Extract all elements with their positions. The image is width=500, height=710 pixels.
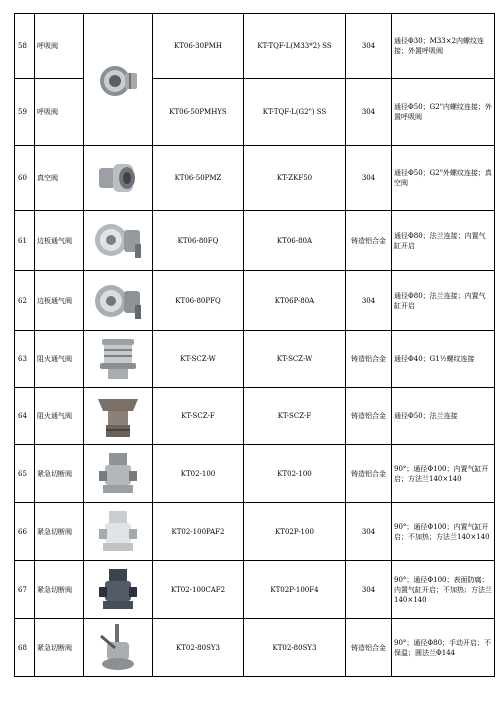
row-number: 63 [15,331,35,388]
product-code: KT02-80SY3 [244,619,346,677]
specification: 90°；通径Φ100；内置气缸开启；方法兰140×140 [392,445,495,503]
material: 铸造铝合金 [346,619,392,677]
specification: 通径Φ30；M33×2内螺纹连接；外置呼吸阀 [392,14,495,79]
specification: 通径Φ50；G2"外螺纹连接；真空阀 [392,146,495,211]
product-name: 呼吸阀 [35,14,84,79]
specification: 通径Φ80；法兰连接；内置气缸开启 [392,271,495,331]
product-code: KT06-80A [244,211,346,271]
table-row [15,211,495,271]
model-number: KT06-50PMHYS [153,79,244,146]
material: 304 [346,14,392,79]
vacuum-valve-photo [84,146,153,211]
material: 304 [346,146,392,211]
row-number: 66 [15,503,35,561]
row-number: 60 [15,146,35,211]
flame-arrester-photo [84,331,153,388]
model-number: KT06-30PMH [153,14,244,79]
specification: 通径Φ40；G1½螺纹连接 [392,331,495,388]
material: 铸造铝合金 [346,388,392,445]
model-number: KT02-80SY3 [153,619,244,677]
side-vent-valve-photo [84,211,153,271]
breather-valve-photo [84,14,153,146]
product-code: KT02P-100 [244,503,346,561]
product-code: KT-ZKF50 [244,146,346,211]
product-code: KT-TQF-L(M33*2) SS [244,14,346,79]
model-number: KT02-100 [153,445,244,503]
model-number: KT06-80FQ [153,211,244,271]
row-number: 64 [15,388,35,445]
row-number: 68 [15,619,35,677]
model-number: KT06-80PFQ [153,271,244,331]
table-row [15,619,495,677]
row-number: 61 [15,211,35,271]
product-code: KT-SCZ-W [244,331,346,388]
table-row [15,271,495,331]
product-name: 阻火通气阀 [35,331,84,388]
material: 铸造铝合金 [346,331,392,388]
material: 304 [346,503,392,561]
emergency-valve-dark-photo [84,561,153,619]
row-number: 62 [15,271,35,331]
material: 304 [346,271,392,331]
flame-arrester-cap-photo [84,388,153,445]
row-number: 59 [15,79,35,146]
material: 304 [346,561,392,619]
specification: 通径Φ80；法兰连接；内置气缸开启 [392,211,495,271]
side-vent-valve-photo [84,271,153,331]
product-code: KT06P-80A [244,271,346,331]
model-number: KT-SCZ-W [153,331,244,388]
product-name: 边板通气阀 [35,271,84,331]
row-number: 67 [15,561,35,619]
product-code: KT-SCZ-F [244,388,346,445]
table-row [15,388,495,445]
table-row [15,561,495,619]
table-row [15,146,495,211]
model-number: KT-SCZ-F [153,388,244,445]
product-name: 紧急切断阀 [35,619,84,677]
product-name: 边板通气阀 [35,211,84,271]
specification: 通径Φ50；G2"内螺纹连接；外置呼吸阀 [392,79,495,146]
table-row [15,445,495,503]
emergency-valve-photo [84,445,153,503]
product-name: 紧急切断阀 [35,445,84,503]
specification: 通径Φ50；法兰连接 [392,388,495,445]
material: 铸造铝合金 [346,445,392,503]
product-code: KT-TQF-L(G2") SS [244,79,346,146]
product-code: KT02P-100F4 [244,561,346,619]
row-number: 65 [15,445,35,503]
material: 铸造铝合金 [346,211,392,271]
model-number: KT06-50PMZ [153,146,244,211]
specification: 90°；通径Φ100；内置气缸开启；不加热；方法兰140×140 [392,503,495,561]
emergency-valve-photo [84,503,153,561]
manual-valve-photo [84,619,153,677]
product-name: 紧急切断阀 [35,503,84,561]
product-name: 真空阀 [35,146,84,211]
product-name: 紧急切断阀 [35,561,84,619]
product-table-sheet [14,13,495,677]
model-number: KT02-100PAF2 [153,503,244,561]
table-row [15,331,495,388]
specification: 90°；通径Φ80；手动开启；不保温；圆法兰Φ144 [392,619,495,677]
row-number: 58 [15,14,35,79]
product-table [14,13,495,677]
product-name: 呼吸阀 [35,79,84,146]
specification: 90°；通径Φ100；表面防腐；内置气缸开启；不加热；方法兰140×140 [392,561,495,619]
table-row [15,14,495,79]
product-name: 阻火通气阀 [35,388,84,445]
model-number: KT02-100CAF2 [153,561,244,619]
product-code: KT02-100 [244,445,346,503]
table-row [15,503,495,561]
material: 304 [346,79,392,146]
